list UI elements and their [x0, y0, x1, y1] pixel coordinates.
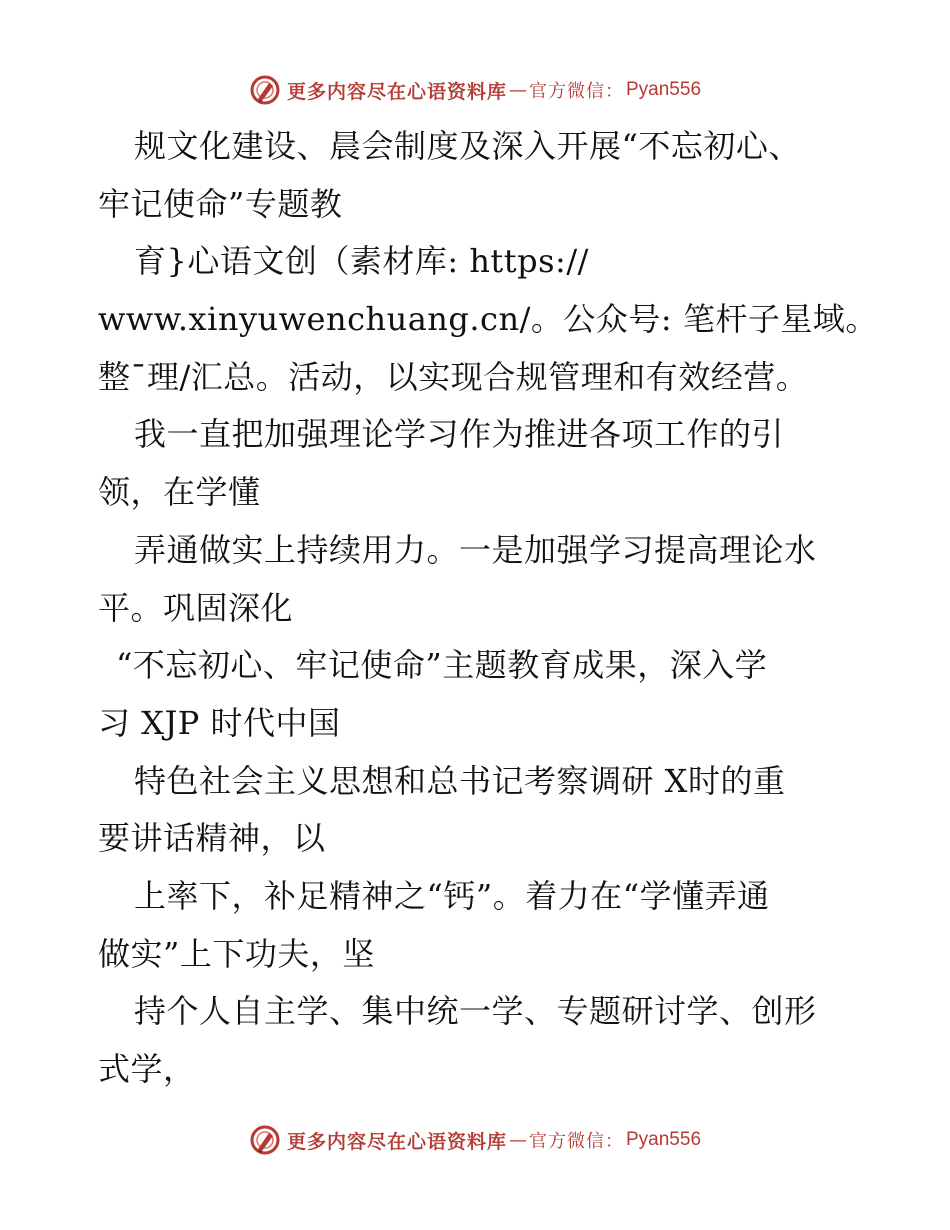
body-line: 习 XJP 时代中国: [98, 703, 341, 742]
body-line: 牢记使命”专题教: [98, 184, 343, 223]
body-line: 平。巩固深化: [98, 588, 294, 627]
body-line: 弄通做实上持续用力。一是加强学习提高理论水: [134, 530, 817, 569]
document-body: [98, 118, 878, 1099]
banner-separator: —: [509, 1129, 527, 1151]
body-line: 领，在学懂: [98, 473, 261, 512]
wechat-id: Pyan556: [626, 1129, 702, 1150]
body-line: 要讲话精神，以: [98, 819, 326, 858]
pen-nib-logo-icon: [249, 74, 281, 106]
body-line: 特色社会主义思想和总书记考察调研 X时的重: [134, 761, 786, 800]
body-line: 育}心语文创（素材库: https://: [134, 242, 589, 281]
body-line: 我一直把加强理论学习作为推进各项工作的引: [134, 415, 785, 454]
body-line: 整¯理/汇总。活动，以实现合规管理和有效经营。: [98, 357, 809, 396]
body-line: www.xinyuwenchuang.cn/。公众号: 笔杆子星域。: [98, 300, 878, 339]
wechat-id: Pyan556: [626, 79, 702, 100]
body-line: “不忘初心、牢记使命”主题教育成果，深入学: [116, 646, 768, 685]
pen-nib-logo-icon: [249, 1124, 281, 1156]
body-line: 式学，: [98, 1050, 196, 1088]
body-line: 规文化建设、晨会制度及深入开展“不忘初心、: [134, 127, 801, 165]
banner-text: 更多内容尽在心语资料库: [286, 80, 507, 103]
header-banner: [0, 70, 950, 110]
banner-separator: —: [509, 79, 527, 101]
official-label: 官方微信：: [529, 1131, 624, 1152]
body-line: 上率下，补足精神之“钙”。着力在“学懂弄通: [134, 876, 770, 915]
footer-banner: [0, 1120, 950, 1160]
body-line: 做实”上下功夫，坚: [98, 934, 375, 973]
banner-text: 更多内容尽在心语资料库: [286, 1130, 507, 1153]
official-label: 官方微信：: [529, 81, 624, 102]
body-line: 持个人自主学、集中统一学、专题研讨学、创形: [134, 992, 817, 1031]
